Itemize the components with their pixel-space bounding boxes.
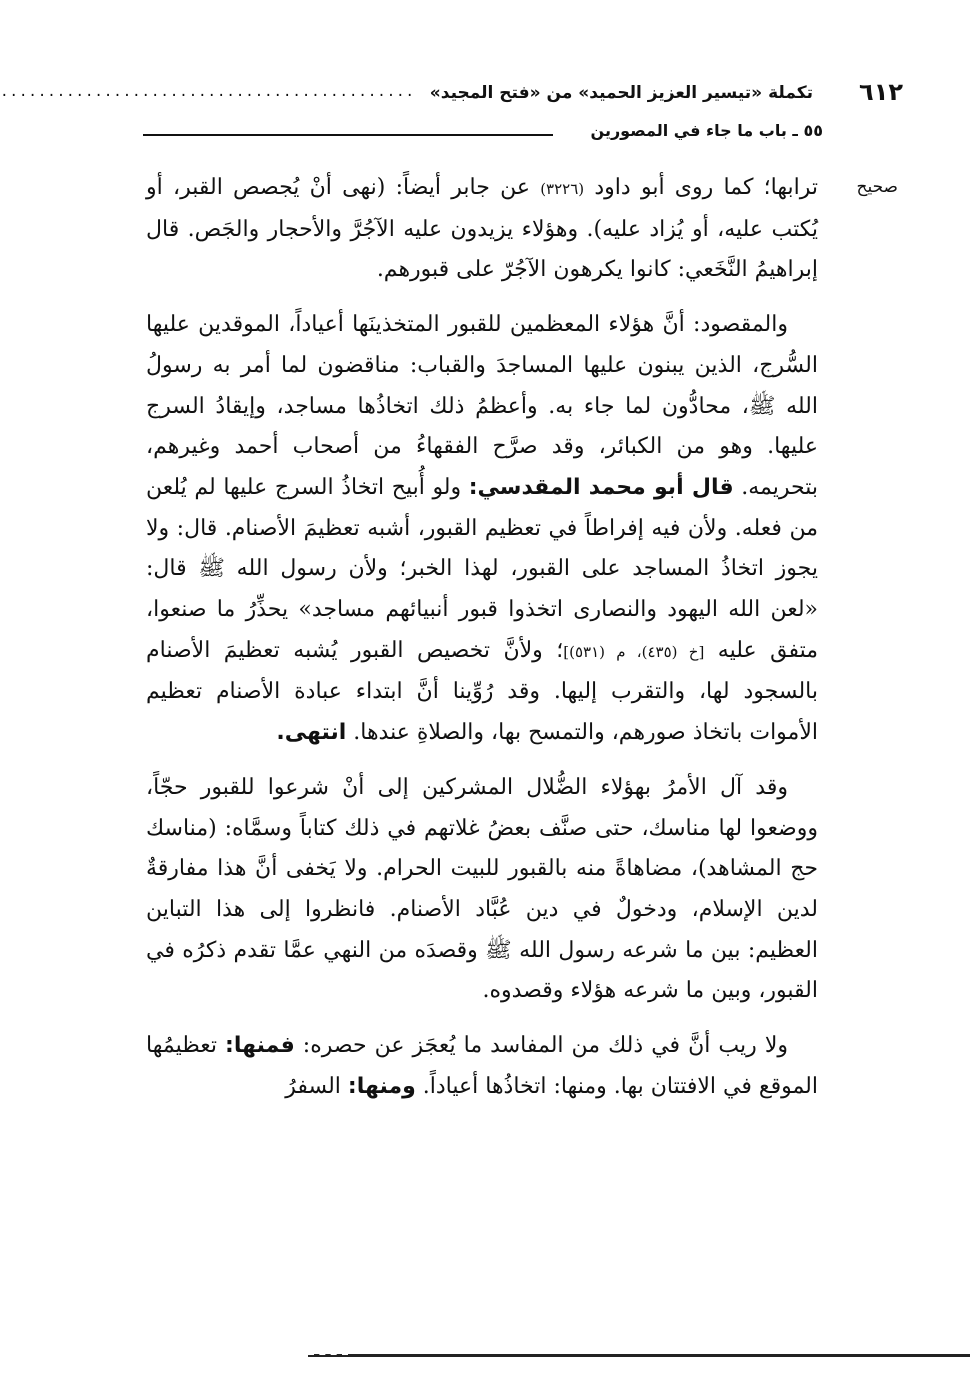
text-segment: السفرُ bbox=[285, 1073, 348, 1099]
bold-lead-text: انتهى. bbox=[276, 720, 347, 746]
margin-grade-note: صحيح bbox=[856, 177, 898, 197]
footer-rule bbox=[308, 1354, 970, 1357]
text-segment: ولو أُبيح اتخاذُ السرج عليها لم يُلعن من فعله. ولأن فيه إفراطاً في تعظيم القبور، أشبه تعظيمَ الأصنام. قال: ولا يجوز اتخاذُ المساجد على القبور، لهذا الخبر؛ ولأن رسول الله ﷺ قال: «لعن الله اليهود والنصارى اتخذوا قبور أنبيائهم مساجد» يحذِّرُ ما صنعوا، متفق عليه bbox=[146, 474, 818, 663]
bold-lead-text: فمنها: bbox=[225, 1033, 295, 1059]
text-segment: ؛ ولأنَّ تخصيص القبور يُشبه تعظيمَ الأصنام بالسجود لها، والتقرب إليها. وقد رُوِّينا أنَّ ابتداء عبادة الأصنام تعظيم الأموات باتخاذ صورهم، والتمسح بها، والصلاةِ عندها. bbox=[146, 637, 818, 746]
body-text bbox=[146, 168, 818, 1107]
text-segment: والمقصود: أنَّ هؤلاء المعظمين للقبور المتخذينَها أعياداً، الموقدين عليها السُّرج، الذين يبنون عليها المساجدَ والقباب: مناقضون لما أمر به رسولُ الله ﷺ، محادُّون لما جاء به. وأعظمُ ذلك اتخاذُها مساجد، وإيقادُ السرج عليها. وهو من الكبائر، وقد صرَّح الفقهاءُ من أصحاب أحمد وغيرهم، بتحريمه. bbox=[146, 312, 818, 500]
chapter-heading bbox=[143, 116, 823, 146]
chapter-rule bbox=[143, 134, 553, 136]
paragraph bbox=[146, 1026, 818, 1107]
paragraph bbox=[146, 168, 818, 291]
paragraph bbox=[146, 768, 818, 1012]
header-leader-dots: ............................................ bbox=[0, 84, 415, 100]
page-number: ٦١٢ bbox=[859, 78, 903, 106]
text-segment: عن جابر أيضاً: (نهى أنْ يُجصص القبر، أو يُكتب عليه، أو يُزاد عليه). وهؤلاء يزيدون عليه الآجُرَّ والأحجار والجَص. قال إبراهيمُ النَّخَعي: كانوا يكرهون الآجُرّ على قبورهم. bbox=[146, 175, 818, 283]
text-segment: وقد آل الأمرُ بهؤلاء الضُّلال المشركين إلى أنْ شرعوا للقبور حجّاً، ووضعوا لها مناسك، حتى صنَّف بعضُ غلاتهم في ذلك كتاباً وسمَّاه: (مناسك حج المشاهد)، مضاهاةً منه بالقبور للبيت الحرام. ولا يَخفى أنَّ هذا مفارقةٌ لدين الإسلام، ودخولٌ في دين عُبَّاد الأصنام. فانظروا إلى هذا التباين العظيم: بين ما شرعه رسول الله ﷺ وقصدَه من النهي عمَّا تقدم ذكرُه في القبور، وبين ما شرعه هؤلاء وقصدوه. bbox=[146, 774, 818, 1004]
running-header bbox=[0, 78, 903, 108]
hadith-reference: [خ (٤٣٥)، م (٥٣١)] bbox=[563, 642, 705, 661]
text-segment: ترابها؛ كما روى أبو داود bbox=[584, 175, 818, 200]
chapter-title: ٥٥ ـ باب ما جاء في المصورين bbox=[590, 121, 823, 140]
text-segment: تعظيمُها الموقع في الافتتان بها. ومنها: اتخاذُها أعياداً. bbox=[146, 1033, 818, 1099]
footer-rule-dash bbox=[308, 1353, 348, 1355]
text-segment: ولا ريب أنَّ في ذلك من المفاسد ما يُعجَز عن حصره: bbox=[294, 1033, 788, 1059]
book-title: تكملة «تيسير العزيز الحميد» من «فتح المجيد» bbox=[429, 83, 813, 103]
bold-lead-text: قال أبو محمد المقدسي: bbox=[468, 474, 734, 500]
hadith-reference: (٣٢٢٦) bbox=[540, 180, 585, 198]
paragraph bbox=[146, 305, 818, 754]
bold-lead-text: ومنها: bbox=[347, 1073, 416, 1099]
